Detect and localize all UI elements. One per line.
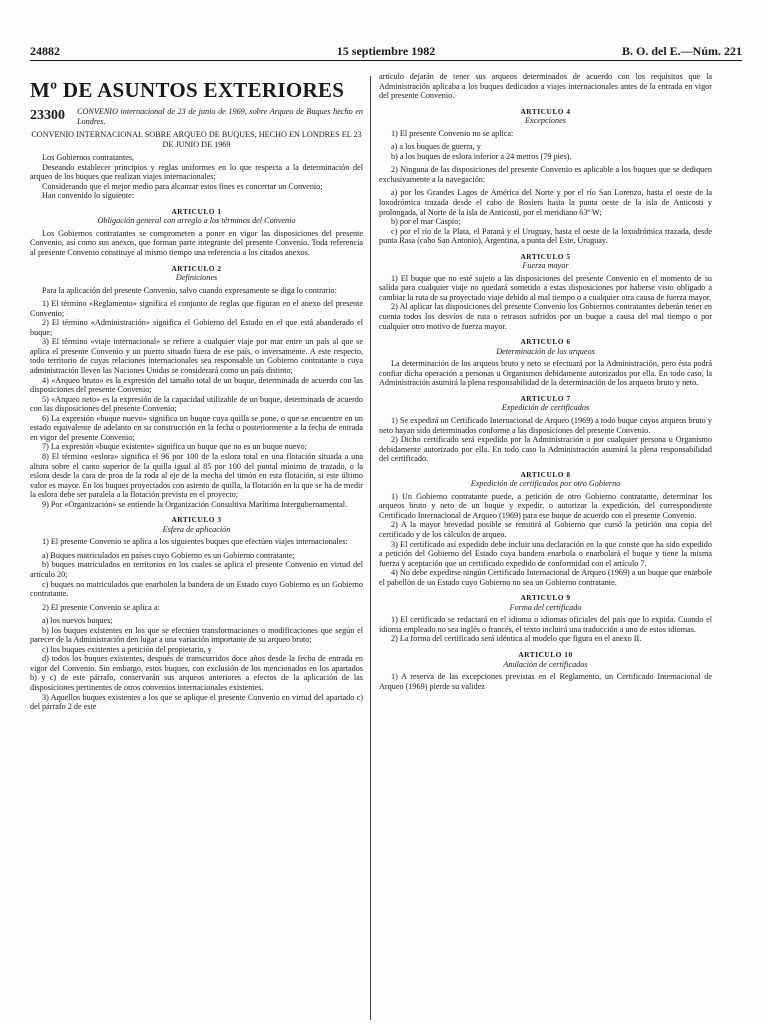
paragraph: 3) Aquellos buques existentes a los que se aplique el presente Convenio en virtud del apartado c) del párrafo 2 de este bbox=[30, 692, 363, 712]
paragraph: 2) Dicho certificado será expedido por la Administración o por cualquier persona u Organismo debidamente autorizado por ella. En todo caso la Administración asumirá la plena responsabilidad del certificado. bbox=[379, 435, 712, 464]
paragraph: 9) Por «Organización» se entiende la Organización Consultiva Marítima Intergubernamental. bbox=[42, 499, 348, 509]
paragraph: b) los buques existentes en los que se efectúen transformaciones o modificaciones que según el parecer de la Administración den lugar a una variación importante de su arqueo bruto; bbox=[30, 625, 363, 645]
paragraph: 1) A reserva de las excepciones previstas en el Reglamento, un Certificado Internacional de Arqueo (1969) pierde su validez bbox=[379, 672, 712, 691]
paragraph: 5) «Arqueo neto» es la expresión de la capacidad utilizable de un buque, determinada de acuerdo con las disposiciones del presente Convenio; bbox=[30, 394, 363, 414]
paragraph: a) por los Grandes Lagos de América del Norte y por el río San Lorenzo, hasta el oeste de la loxodrómica trazada desde el cabo de Rosiers hasta la punta oeste de la isla de Anticosti y prolongada, al Norte de la isla de Anticosti, por el meridiano 63º W; bbox=[379, 188, 712, 217]
article-subtitle: Forma del certificado bbox=[509, 602, 582, 612]
publication-name: B. O. del E.—Núm. 221 bbox=[621, 44, 742, 58]
paragraph: a) a los buques de guerra, y bbox=[391, 142, 481, 152]
left-column-body bbox=[30, 130, 363, 712]
right-column-body bbox=[379, 72, 712, 691]
paragraph: 2) El presente Convenio se aplica a: bbox=[42, 602, 160, 612]
paragraph: b) por el mar Caspio; bbox=[391, 217, 461, 227]
article-heading: ARTICULO 9 bbox=[520, 593, 571, 603]
paragraph: 1) El certificado se redactará en el idioma o idiomas oficiales del país que lo expida. Cuando el idioma empleado no sea inglés o francés, el texto incluirá una traducción a uno de estos idiomas. bbox=[379, 615, 712, 634]
paragraph: La determinación de los arqueos bruto y neto se efectuará por la Administración, pero ésta podrá confiar dicha operación a personas u Organismos debidamente autorizados por ella. En todo caso, la Administración asumirá la plena responsabilidad de la determinación de los arqueos bruto y neto. bbox=[379, 359, 712, 388]
paragraph: 3) El certificado así expedido debe incluir una declaración en la que conste que ha sido expedido a petición del Gobierno del Estado cuya bandera enarbola o enarbolará el buque y tiene la misma fuerza y aceptación que un certificado expedido de conformidad con el artículo 7. bbox=[379, 539, 712, 568]
paragraph: 7) La expresión «buque existente» significa un buque que no es un buque nuevo; bbox=[42, 442, 307, 452]
section-title: Mº DE ASUNTOS EXTERIORES bbox=[30, 78, 345, 102]
paragraph: d) todos los buques existentes, después de transcurridos doce años desde la fecha de entrada en vigor del Convenio. Sin embargo, estos buques, con exclusión de los mencionados en los apartados b) y c) de este párrafo, conservarán sus arqueos anteriores a efectos de la aplicación de las disposiciones pertinentes de otros convenios internacionales existentes. bbox=[30, 654, 363, 692]
page-header bbox=[30, 44, 742, 61]
article-heading: ARTICULO 6 bbox=[520, 337, 571, 347]
article-heading: ARTICULO 8 bbox=[520, 469, 571, 479]
document-summary: CONVENIO internacional de 23 de junio de 1969, sobre Arqueo de Buques hecho en Londres. bbox=[77, 107, 363, 126]
paragraph: 2) El término «Administración» significa el Gobierno del Estado en el que está abanderado el buque; bbox=[30, 318, 363, 337]
article-subtitle: Determinación de los arqueos bbox=[496, 346, 595, 356]
article-heading: ARTICULO 2 bbox=[171, 263, 222, 273]
article-subtitle: Anulación de certificados bbox=[503, 659, 588, 669]
article-heading: ARTICULO 3 bbox=[171, 515, 222, 525]
paragraph: 2) Ninguna de las disposiciones del presente Convenio es aplicable a los buques que se dediquen exclusivamente a la navegación: bbox=[379, 165, 712, 184]
paragraph: Considerando que el mejor medio para alcanzar estos fines es concertar un Convenio; bbox=[42, 181, 323, 191]
paragraph: Deseando establecer principios y reglas uniformes en lo que respecta a la determinación del arqueo de los buques que realizan viajes internacionales; bbox=[30, 162, 363, 182]
article-heading: ARTICULO 4 bbox=[520, 106, 571, 116]
article-heading: ARTICULO 5 bbox=[520, 251, 571, 261]
paragraph: b) a los buques de eslora inferior a 24 metros (79 pies). bbox=[391, 151, 572, 161]
article-subtitle: Excepciones bbox=[525, 116, 566, 126]
paragraph: 2) Al aplicar las disposiciones del presente Convenio los Gobiernos contratantes deberán tener en cuenta todos los desvíos de ruta o retrasos sufridos por un buque a causa del mal tiempo o por cualquier otro motivo de fuerza mayor. bbox=[379, 302, 712, 331]
article-subtitle: Definiciones bbox=[175, 273, 218, 283]
paragraph: Los Gobiernos contratantes, bbox=[42, 153, 135, 163]
paragraph: 1) El presente Convenio se aplica a los siguientes buques que efectúen viajes internacionales: bbox=[42, 537, 348, 547]
convention-title: CONVENIO INTERNACIONAL SOBRE ARQUEO DE BUQUES, HECHO EN LONDRES EL 23 DE JUNIO DE 1969 bbox=[31, 130, 362, 149]
paragraph: Para la aplicación del presente Convenio, salvo cuando expresamente se diga lo contrario: bbox=[42, 285, 337, 295]
paragraph: a) Buques matriculados en países cuyo Gobierno es un Gobierno contratante; bbox=[42, 550, 295, 560]
page-number: 24882 bbox=[30, 44, 60, 58]
paragraph: 4) No debe expedirse ningún Certificado Internacional de Arqueo (1969) a un buque que enarbole el pabellón de un Estado cuyo Gobierno no sea un Gobierno contratante. bbox=[379, 568, 712, 587]
paragraph: 8) El término «eslora» significa el 96 por 100 de la eslora total en una flotación situada a una altura sobre el canto superior de la quilla igual al 85 por 100 del puntal mínimo de trazado, o la eslora desde la cara de proa de la roda al eje de la mecha del timón en esta flotación, si este último valor es mayor. En los buques proyectados con asiento de quilla, la flotación en la que se ha de medir la eslora debe ser paralela a la flotación prevista en el proyecto; bbox=[30, 451, 363, 500]
article-subtitle: Obligación general con arreglo a los términos del Convenio bbox=[97, 216, 296, 226]
paragraph: c) los buques existentes a petición del propietario, y bbox=[42, 644, 212, 654]
article-subtitle: Esfera de aplicación bbox=[162, 524, 231, 534]
article-subtitle: Expedición de certificados bbox=[501, 403, 590, 413]
article-heading: ARTICULO 10 bbox=[518, 649, 573, 659]
document-number: 23300 bbox=[30, 108, 65, 123]
paragraph: 6) La expresión «buque nuevo» significa un buque cuya quilla se pone, o que se encuentre en un estado equivalente de adelanto en su construcción en la fecha o posteriormente a la fecha de entrada en vigor del presente Convenio; bbox=[30, 413, 363, 442]
paragraph: 1) Un Gobierno contratante puede, a petición de otro Gobierno contratante, determinar los arqueos bruto y neto de un buque y expedir, o autorizar la expedición, del correspondiente Certificado Internacional de Arqueo (1969) para ese buque de acuerdo con el presente Convenio. bbox=[379, 491, 712, 520]
paragraph: 2) A la mayor brevedad posible se remitirá al Gobierno que cursó la petición una copia del certificado y de los cálculos de arqueo. bbox=[379, 520, 712, 539]
issue-date: 15 septiembre 1982 bbox=[336, 44, 436, 58]
paragraph: 1) El presente Convenio no se aplica: bbox=[391, 128, 514, 138]
paragraph: 3) El término «viaje internacional» se refiere a cualquier viaje por mar entre un país al que se aplica el presente Convenio y un puerto situado fuera de ese país, o inversamente. A este respecto, todo territorio de cuyas relaciones internacionales sea responsable un Gobierno contratante o cuya administración lleven las Naciones Unidas se considerará como un país distinto; bbox=[30, 337, 363, 376]
paragraph: artículo dejarán de tener sus arqueos determinados de acuerdo con los requisitos que la Administración aplicaba a los buques dedicados a viajes internacionales antes de la entrada en vigor del presente Convenio. bbox=[379, 72, 712, 101]
paragraph: 1) El buque que no esté sujeto a las disposiciones del presente Convenio en el momento de su salida para cualquier viaje no quedará sometido a estas disposiciones por haberse visto obligado a cambiar la ruta de su proyectado viaje debido al mal tiempo o a cualquier otra causa de fuerza mayor. bbox=[379, 273, 712, 302]
left-column bbox=[30, 76, 363, 1020]
article-heading: ARTICULO 1 bbox=[171, 206, 222, 216]
article-heading: ARTICULO 7 bbox=[520, 393, 571, 403]
right-column bbox=[379, 72, 712, 1016]
paragraph: 4) «Arqueo bruto» es la expresión del tamaño total de un buque, determinada de acuerdo con las disposiciones del presente Convenio; bbox=[30, 375, 363, 395]
paragraph: Los Gobiernos contratantes se comprometen a poner en vigor las disposiciones del presente Convenio, así como sus anexos, que forman parte integrante del presente Convenio. Toda referencia al presente Convenio constituye al mismo tiempo una referencia a los citados anexos. bbox=[30, 228, 363, 258]
paragraph: 1) Se expedirá un Certificado Internacional de Arqueo (1969) a todo buque cuyos arqueos bruto y neto hayan sido determinados conforme a las disposiciones del presente Convenio. bbox=[379, 415, 712, 435]
column-divider bbox=[370, 76, 371, 1020]
paragraph: 2) La forma del certificado será idéntica al modelo que figura en el anexo II. bbox=[391, 634, 642, 644]
document-heading bbox=[30, 107, 363, 126]
paragraph: c) buques no matriculados que enarbolen la bandera de un Estado cuyo Gobierno es un Gobierno contratante. bbox=[30, 579, 363, 599]
paragraph: a) los nuevos buques; bbox=[42, 616, 113, 626]
paragraph: 1) El término «Reglamento» significa el conjunto de reglas que figuran en el anexo del presente Convenio; bbox=[30, 299, 363, 318]
article-subtitle: Fuerza mayor bbox=[522, 261, 569, 271]
paragraph: Han convenido lo siguiente: bbox=[42, 191, 135, 201]
article-subtitle: Expedición de certificados por otro Gobierno bbox=[470, 479, 621, 489]
paragraph: c) por el río de la Plata, el Paraná y el Uruguay, hasta el oeste de la loxodrómica trazada, desde punta Rasa (cabo San Antonio), Argentina, a punta del Este, Uruguay. bbox=[379, 226, 712, 246]
paragraph: b) buques matriculados en territorios en los cuales se aplica el presente Convenio en virtud del artículo 20; bbox=[30, 560, 363, 579]
